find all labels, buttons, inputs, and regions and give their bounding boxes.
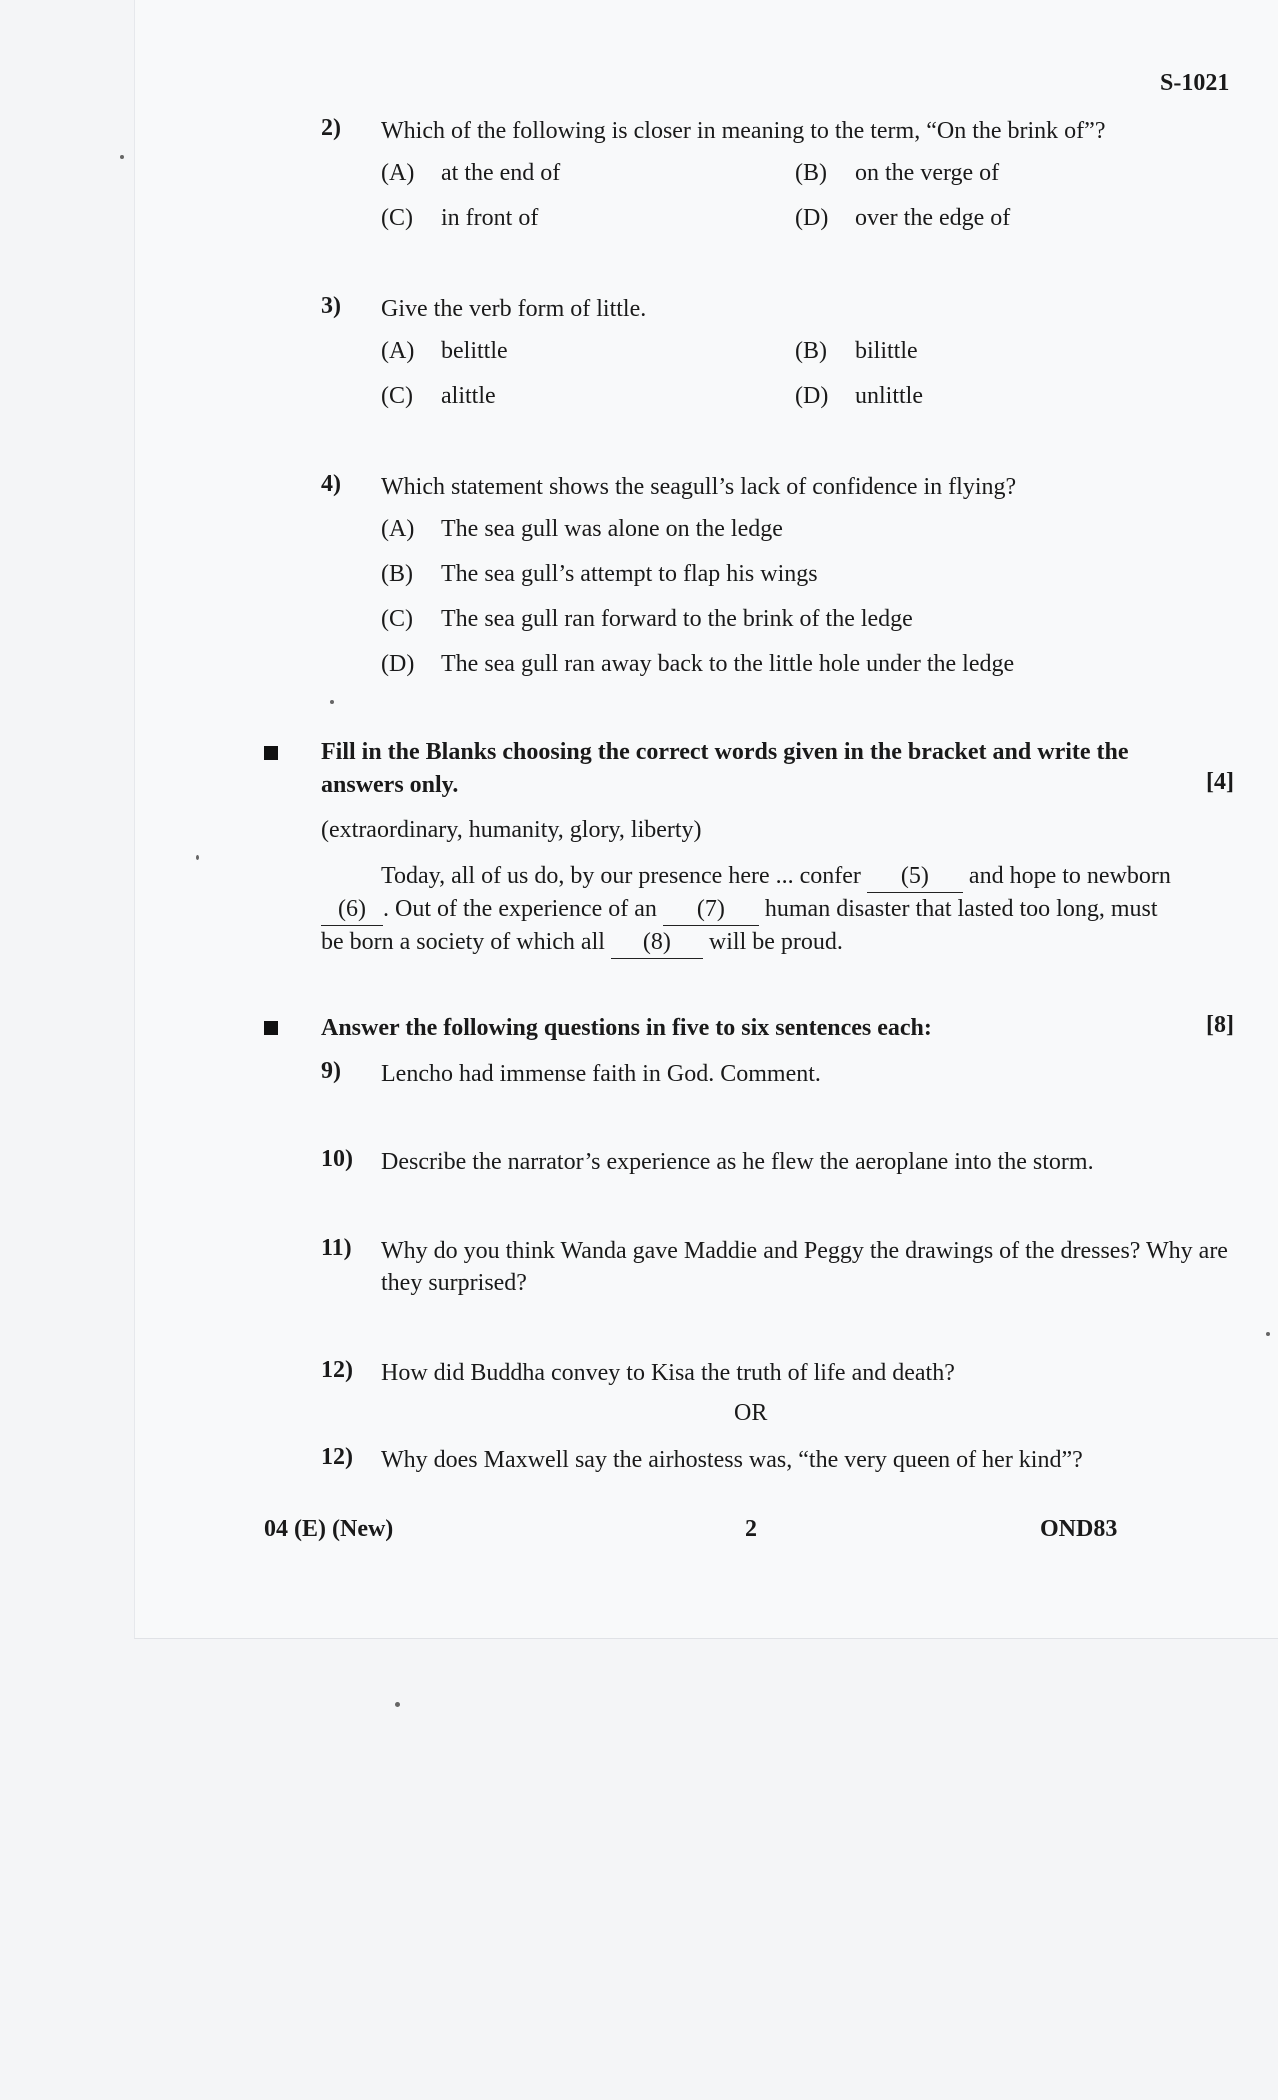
footer-code: OND83	[1040, 1516, 1118, 1542]
scan-speck	[120, 155, 124, 159]
question-text: Describe the narrator’s experience as he flew the aeroplane into the storm.	[381, 1149, 1094, 1175]
passage-text: . Out of the experience of an	[383, 896, 657, 922]
option-b	[795, 160, 999, 187]
option-d	[381, 651, 1014, 678]
paper-code: S-1021	[1160, 70, 1230, 96]
option-text: The sea gull ran forward to the brink of the ledge	[441, 606, 913, 632]
question-number: 10)	[321, 1146, 353, 1172]
option-label: (B)	[381, 561, 413, 587]
option-label: (A)	[381, 516, 415, 542]
blank-5: (5)	[867, 860, 963, 893]
option-label: (A)	[381, 338, 415, 364]
option-d	[795, 383, 923, 410]
option-a	[381, 160, 560, 187]
scan-speck	[330, 700, 334, 704]
option-text: at the end of	[441, 160, 561, 186]
scan-speck	[196, 855, 199, 860]
passage-text: human disaster that lasted too long, must	[764, 896, 1158, 922]
option-text: on the verge of	[855, 160, 1000, 186]
question-text: Which of the following is closer in meaning to the term, “On the brink of”?	[381, 118, 1106, 144]
option-text: bilittle	[855, 338, 918, 364]
question-text: Why does Maxwell say the airhostess was, “the very queen of her kind”?	[381, 1447, 1083, 1473]
question-text: Lencho had immense faith in God. Comment.	[381, 1061, 821, 1087]
question-number: 11)	[321, 1235, 352, 1261]
option-c	[381, 383, 496, 410]
question-text: Why do you think Wanda gave Maddie and Peggy the drawings of the dresses? Why are they surprised?	[381, 1238, 1228, 1296]
question-text: Give the verb form of little.	[381, 296, 647, 322]
question-number: 4)	[321, 471, 341, 497]
option-label: (D)	[795, 383, 829, 409]
passage-line-2	[321, 893, 1239, 926]
option-label: (D)	[795, 205, 829, 231]
option-label: (B)	[795, 160, 827, 186]
footer-paper-id: 04 (E) (New)	[264, 1516, 394, 1542]
scan-speck	[395, 1702, 400, 1707]
option-text: alittle	[441, 383, 496, 409]
option-text: unlittle	[855, 383, 923, 409]
passage-line-3	[321, 926, 1239, 959]
option-text: The sea gull was alone on the ledge	[441, 516, 783, 542]
passage-text: Today, all of us do, by our presence here ... confer	[381, 863, 861, 889]
blank-6: (6)	[321, 893, 383, 926]
option-b	[795, 338, 918, 365]
section-bullet	[264, 746, 278, 760]
passage-text: and hope to newborn	[968, 863, 1171, 889]
question-number: 2)	[321, 115, 341, 141]
question-number: 9)	[321, 1058, 341, 1084]
section-marks: [8]	[1206, 1012, 1234, 1038]
section-bullet	[264, 1021, 278, 1035]
option-label: (B)	[795, 338, 827, 364]
section-heading: Answer the following questions in five to six sentences each:	[321, 1015, 932, 1041]
passage-line-1	[381, 860, 1241, 893]
question-number: 12)	[321, 1444, 353, 1470]
scan-speck	[1266, 1332, 1270, 1336]
option-label: (C)	[381, 383, 413, 409]
question-text: Which statement shows the seagull’s lack of confidence in flying?	[381, 474, 1017, 500]
option-text: The sea gull ran away back to the little hole under the ledge	[441, 651, 1015, 677]
option-label: (D)	[381, 651, 415, 677]
option-c	[381, 205, 538, 232]
option-a	[381, 516, 783, 543]
option-text: over the edge of	[855, 205, 1011, 231]
option-b	[381, 561, 818, 588]
blank-7: (7)	[663, 893, 759, 926]
option-text: in front of	[441, 205, 539, 231]
option-a	[381, 338, 508, 365]
question-number: 12)	[321, 1357, 353, 1383]
option-label: (A)	[381, 160, 415, 186]
or-separator: OR	[734, 1400, 768, 1426]
footer-page-number: 2	[745, 1516, 757, 1542]
option-c	[381, 606, 913, 633]
option-text: belittle	[441, 338, 508, 364]
option-label: (C)	[381, 606, 413, 632]
section-heading-line2: answers only.	[321, 772, 459, 798]
question-number: 3)	[321, 293, 341, 319]
blank-8: (8)	[611, 926, 703, 959]
question-text: How did Buddha convey to Kisa the truth of life and death?	[381, 1360, 955, 1386]
section-marks: [4]	[1206, 769, 1234, 795]
option-text: The sea gull’s attempt to flap his wings	[441, 561, 818, 587]
passage-text: will be proud.	[708, 929, 843, 955]
option-d	[795, 205, 1010, 232]
option-label: (C)	[381, 205, 413, 231]
passage-text: be born a society of which all	[321, 929, 605, 955]
word-bank: (extraordinary, humanity, glory, liberty)	[321, 817, 702, 843]
section-heading-line1: Fill in the Blanks choosing the correct words given in the bracket and write the	[321, 739, 1129, 765]
